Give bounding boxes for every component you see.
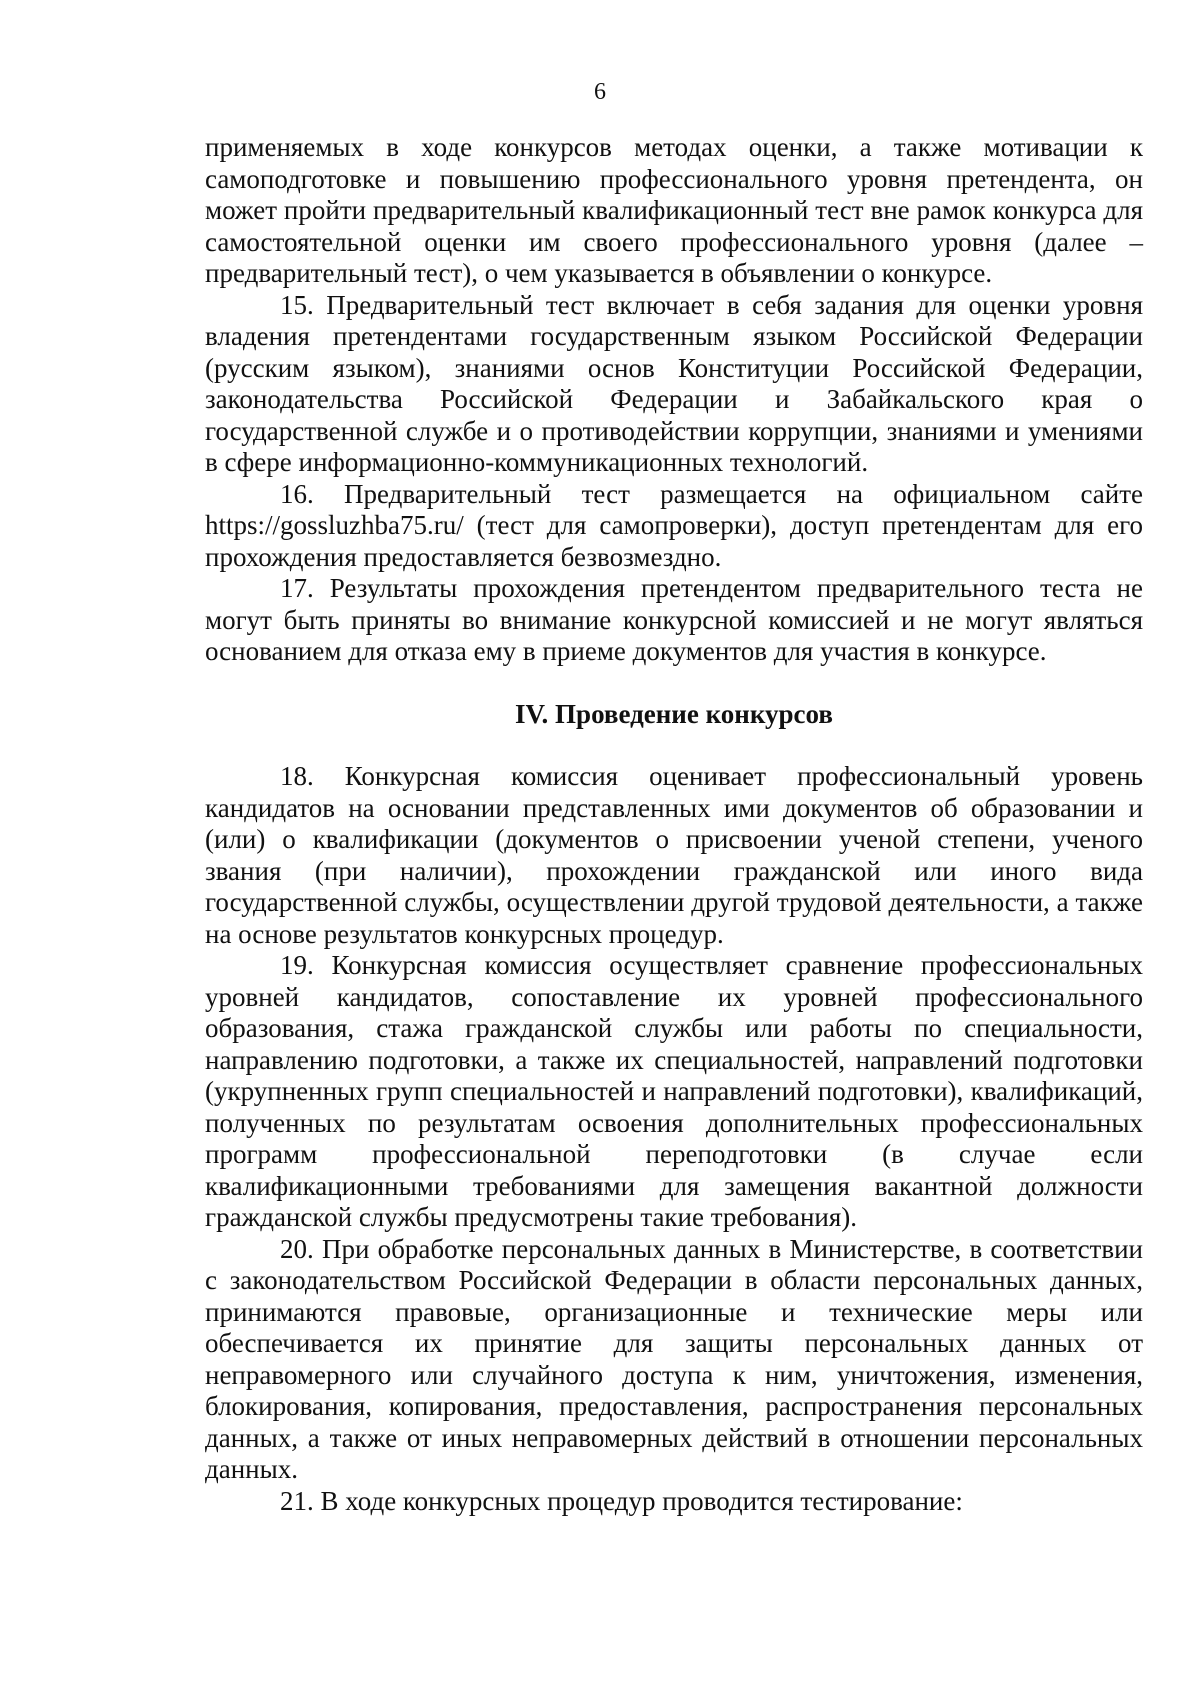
paragraph-intro: применяемых в ходе конкурсов методах оценки, а также мотивации к самоподготовке и повышению профессионального уровня претендента, он может пройти предварительный квалификационный тест вне рамок конкурса для самостоятельной оценки им своего профессионального уровня (далее – предварительный тест), о чем указывается в объявлении о конкурсе. [205,132,1143,288]
document-body [205,132,1143,1517]
paragraph-18: 18. Конкурсная комиссия оценивает профессиональный уровень кандидатов на основании представленных ими документов об образовании и (или) о квалификации (документов о присвоении ученой степени, ученого звания (при наличии), прохождении гражданской или иного вида государственной службы, осуществлении другой трудовой деятельности, а также на основе результатов конкурсных процедур. [205,761,1143,949]
paragraph-21: 21. В ходе конкурсных процедур проводится тестирование: [280,1485,963,1516]
paragraph-17: 17. Результаты прохождения претендентом предварительного теста не могут быть приняты во внимание конкурсной комиссией и не могут являться основанием для отказа ему в приеме документов для участия в конкурсе. [205,573,1143,666]
paragraph-16: 16. Предварительный тест размещается на официальном сайте https://gossluzhba75.ru/ (тест для самопроверки), доступ претендентам для его прохождения предоставляется безвозмездно. [205,478,1143,572]
section-heading: IV. Проведение конкурсов [515,698,833,729]
paragraph-20: 20. При обработке персональных данных в Министерстве, в соответствии с законодательством Российской Федерации в области персональных данных, принимаются правовые, организационные и технические меры или обеспечивается их принятие для защиты персональных данных от неправомерного или случайного доступа к ним, уничтожения, изменения, блокирования, копирования, предоставления, распространения персональных данных, а также от иных неправомерных действий в отношении персональных данных. [205,1233,1143,1484]
paragraph-15: 15. Предварительный тест включает в себя задания для оценки уровня владения претендентами государственным языком Российской Федерации (русским языком), знаниями основ Конституции Российской Федерации, законодательства Российской Федерации и Забайкальского края о государственной службе и о противодействии коррупции, знаниями и умениями в сфере информационно-коммуникационных технологий. [205,289,1143,477]
paragraph-19: 19. Конкурсная комиссия осуществляет сравнение профессиональных уровней кандидатов, сопоставление их уровней профессионального образования, стажа гражданской службы или работы по специальности, направлению подготовки, а также их специальностей, направлений подготовки (укрупненных групп специальностей и направлений подготовки), квалификаций, полученных по результатам освоения дополнительных профессиональных программ профессиональной переподготовки (в случае если квалификационными требованиями для замещения вакантной должности гражданской службы предусмотрены такие требования). [205,950,1143,1232]
page-number: 6 [594,79,606,105]
